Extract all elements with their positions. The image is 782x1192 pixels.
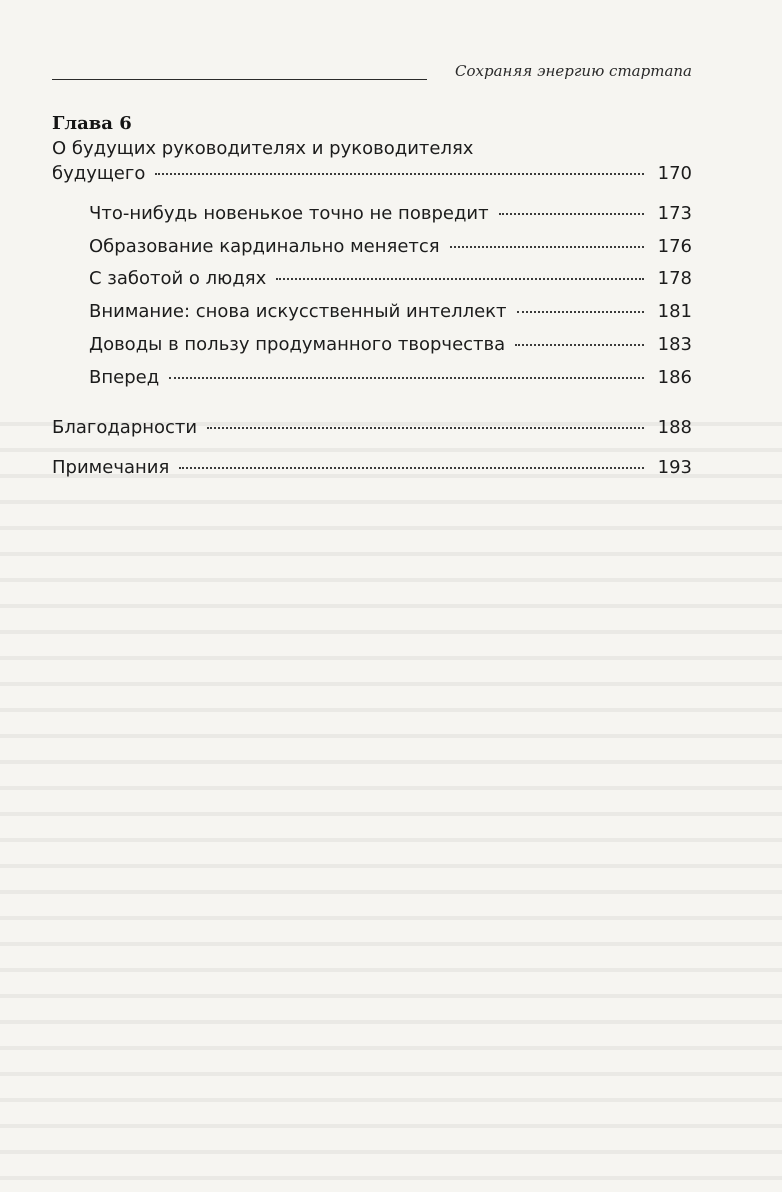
dot-leader <box>517 311 644 313</box>
toc-page-number: 178 <box>657 268 692 289</box>
dot-leader <box>499 213 644 215</box>
dot-leader <box>207 427 644 429</box>
dot-leader <box>169 377 644 379</box>
toc-entry-section[interactable] <box>89 367 692 388</box>
dot-leader <box>179 467 644 469</box>
toc-entry-title: будущего <box>52 163 146 184</box>
toc-entry-section[interactable] <box>89 236 692 257</box>
toc-entry-title: Доводы в пользу продуманного творчества <box>89 334 506 355</box>
toc-entry-title: С заботой о людях <box>89 268 267 289</box>
toc-entry-title: Благодарности <box>52 417 198 438</box>
chapter-label: Глава 6 <box>52 113 132 134</box>
toc-entry-title: Образование кардинально меняется <box>89 236 440 257</box>
dot-leader <box>450 246 644 248</box>
toc-page-number: 183 <box>657 334 692 355</box>
header-rule <box>52 79 427 80</box>
toc-entry-section[interactable] <box>89 203 692 224</box>
toc-entry-title: Внимание: снова искусственный интеллект <box>89 301 507 322</box>
dot-leader <box>276 278 644 280</box>
toc-page-number: 173 <box>657 203 692 224</box>
toc-entry-title: Вперед <box>89 367 160 388</box>
toc-page-number: 181 <box>657 301 692 322</box>
toc-entry-acknowledgements[interactable] <box>52 417 692 438</box>
toc-entry-title: Что-нибудь новенькое точно не повредит <box>89 203 489 224</box>
show-through-texture <box>0 400 782 1180</box>
toc-page-number: 186 <box>657 367 692 388</box>
toc-entry-chapter[interactable] <box>52 163 692 184</box>
toc-page-number: 170 <box>657 163 692 184</box>
toc-entry-section[interactable] <box>89 268 692 289</box>
toc-page-number: 176 <box>657 236 692 257</box>
toc-entry-section[interactable] <box>89 301 692 322</box>
toc-entry-section[interactable] <box>89 334 692 355</box>
toc-entry-notes[interactable] <box>52 457 692 478</box>
chapter-title-line1: О будущих руководителях и руководителях <box>52 138 474 159</box>
toc-page-number: 193 <box>657 457 692 478</box>
toc-page-number: 188 <box>657 417 692 438</box>
running-header-title: Сохраняя энергию стартапа <box>455 62 692 80</box>
toc-entry-title: Примечания <box>52 457 170 478</box>
dot-leader <box>515 344 644 346</box>
dot-leader <box>155 173 644 175</box>
